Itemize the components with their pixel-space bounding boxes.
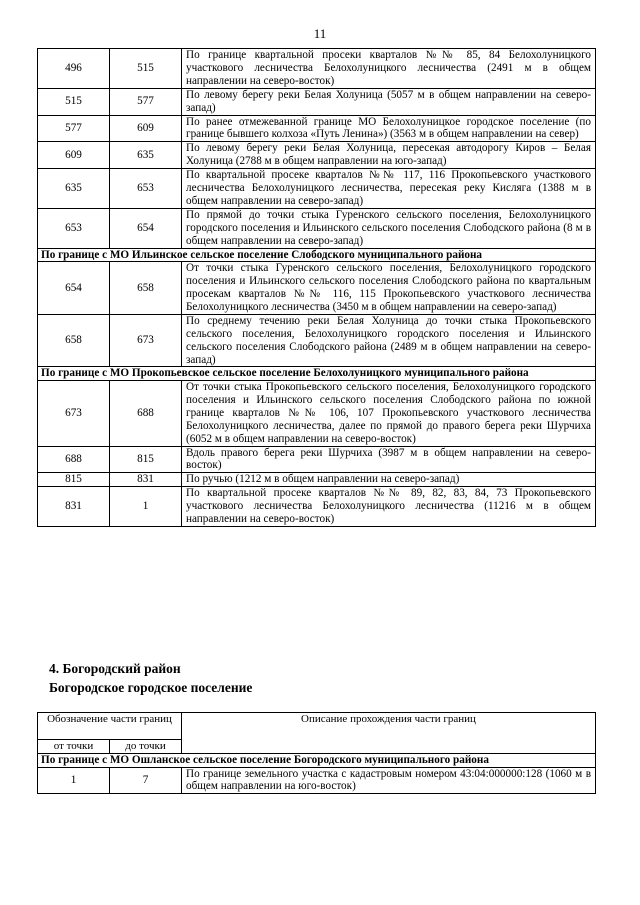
point-to: 658: [110, 262, 182, 315]
point-to: 577: [110, 88, 182, 115]
point-from: 831: [38, 487, 110, 527]
boundary-description: От точки стыка Гуренского сельского поселения, Белохолуницкого городского поселения и Ильинского сельского поселения Слободского района по квартальным просекам кварталов №№ 116, 115 Прокопьевского участкового лесничества Белохолуницкого лесничества (3450 м в общем направлении на северо-запад): [182, 262, 596, 315]
settlement-heading: Богородское городское поселение: [49, 680, 253, 695]
point-from: 653: [38, 208, 110, 248]
point-to: 688: [110, 381, 182, 447]
boundary-description: По границе квартальной просеки кварталов №№ 85, 84 Белохолуницкого участкового лесничества Белохолуницкого лесничества (2491 м в общем направлении на северо-восток): [182, 49, 596, 89]
section-row: [38, 248, 596, 262]
table-row: [38, 314, 596, 367]
boundary-table-1: [37, 48, 596, 527]
point-to: 609: [110, 115, 182, 142]
table-row: [38, 208, 596, 248]
table-row: [38, 49, 596, 89]
boundary-description: По левому берегу реки Белая Холуница (5057 м в общем направлении на северо-запад): [182, 88, 596, 115]
boundary-table-2: [37, 712, 596, 794]
section-row: [38, 753, 596, 767]
point-to: 1: [110, 487, 182, 527]
table-row: [38, 446, 596, 473]
point-from: 577: [38, 115, 110, 142]
section-title: По границе с МО Ильинское сельское поселение Слободского муниципального района: [38, 248, 596, 262]
point-to: 635: [110, 142, 182, 169]
point-from: 815: [38, 473, 110, 487]
point-from: 515: [38, 88, 110, 115]
point-from: 688: [38, 446, 110, 473]
point-from: 609: [38, 142, 110, 169]
table-row: [38, 262, 596, 315]
point-to: 515: [110, 49, 182, 89]
table-row: [38, 142, 596, 169]
table-row: [38, 169, 596, 209]
point-from: 658: [38, 314, 110, 367]
boundary-description: По квартальной просеке кварталов №№ 117, 116 Прокопьевского участкового лесничества Белохолуницкого лесничества, пересекая реку Кисляга (1388 м в общем направлении на северо-запад): [182, 169, 596, 209]
point-to: 815: [110, 446, 182, 473]
point-from: 1: [38, 767, 110, 794]
boundary-description: Вдоль правого берега реки Шурчиха (3987 м в общем направлении на северо-восток): [182, 446, 596, 473]
point-from: 635: [38, 169, 110, 209]
point-to: 831: [110, 473, 182, 487]
point-from: 673: [38, 381, 110, 447]
boundary-description: По квартальной просеке кварталов №№ 89, 82, 83, 84, 73 Прокопьевского участкового лесничества Белохолуницкого лесничества (11216 м в общем направлении на северо-восток): [182, 487, 596, 527]
header-from: от точки: [38, 740, 110, 754]
point-from: 654: [38, 262, 110, 315]
district-heading: 4. Богородский район: [49, 661, 181, 676]
table-row: [38, 473, 596, 487]
boundary-description: По среднему течению реки Белая Холуница до точки стыка Прокопьевского сельского поселения, Белохолуницкого городского поселения и Ильинского сельского поселения Слободского района (2489 м в общем направлении на северо-запад): [182, 314, 596, 367]
boundary-description: От точки стыка Прокопьевского сельского поселения, Белохолуницкого городского поселения и Ильинского сельского поселения Слободского района по южной границе кварталов №№ 106, 107 Прокопьевского участкового лесничества Белохолуницкого лесничества, далее по прямой до правого берега реки Шурчиха (6052 м в общем направлении на северо-восток): [182, 381, 596, 447]
table-row: [38, 115, 596, 142]
table-row: [38, 88, 596, 115]
table-row: [38, 767, 596, 794]
boundary-description: По прямой до точки стыка Гуренского сельского поселения, Белохолуницкого городского поселения и Ильинского сельского поселения Слободского района (8 м в общем направлении на северо-запад): [182, 208, 596, 248]
boundary-description: По ручью (1212 м в общем направлении на северо-запад): [182, 473, 596, 487]
section-row: [38, 367, 596, 381]
point-to: 654: [110, 208, 182, 248]
section-title: По границе с МО Ошланское сельское поселение Богородского муниципального района: [38, 753, 596, 767]
boundary-description: По левому берегу реки Белая Холуница, пересекая автодорогу Киров – Белая Холуница (2788 м в общем направлении на юго-запад): [182, 142, 596, 169]
table-row: [38, 487, 596, 527]
point-to: 673: [110, 314, 182, 367]
header-to: до точки: [110, 740, 182, 754]
header-designation: Обозначение части границ: [38, 713, 182, 740]
point-to: 653: [110, 169, 182, 209]
boundary-description: По ранее отмежеванной границе МО Белохолуницкое городское поселение (по границе бывшего колхоза «Путь Ленина») (3563 м в общем направлении на север): [182, 115, 596, 142]
point-from: 496: [38, 49, 110, 89]
header-row: [38, 713, 596, 740]
table-row: [38, 381, 596, 447]
section-title: По границе с МО Прокопьевское сельское поселение Белохолуницкого муниципального района: [38, 367, 596, 381]
page-number: 11: [313, 26, 327, 41]
header-description: Описание прохождения части границ: [182, 713, 596, 754]
point-to: 7: [110, 767, 182, 794]
boundary-description: По границе земельного участка с кадастровым номером 43:04:000000:128 (1060 м в общем направлении на юго-восток): [182, 767, 596, 794]
